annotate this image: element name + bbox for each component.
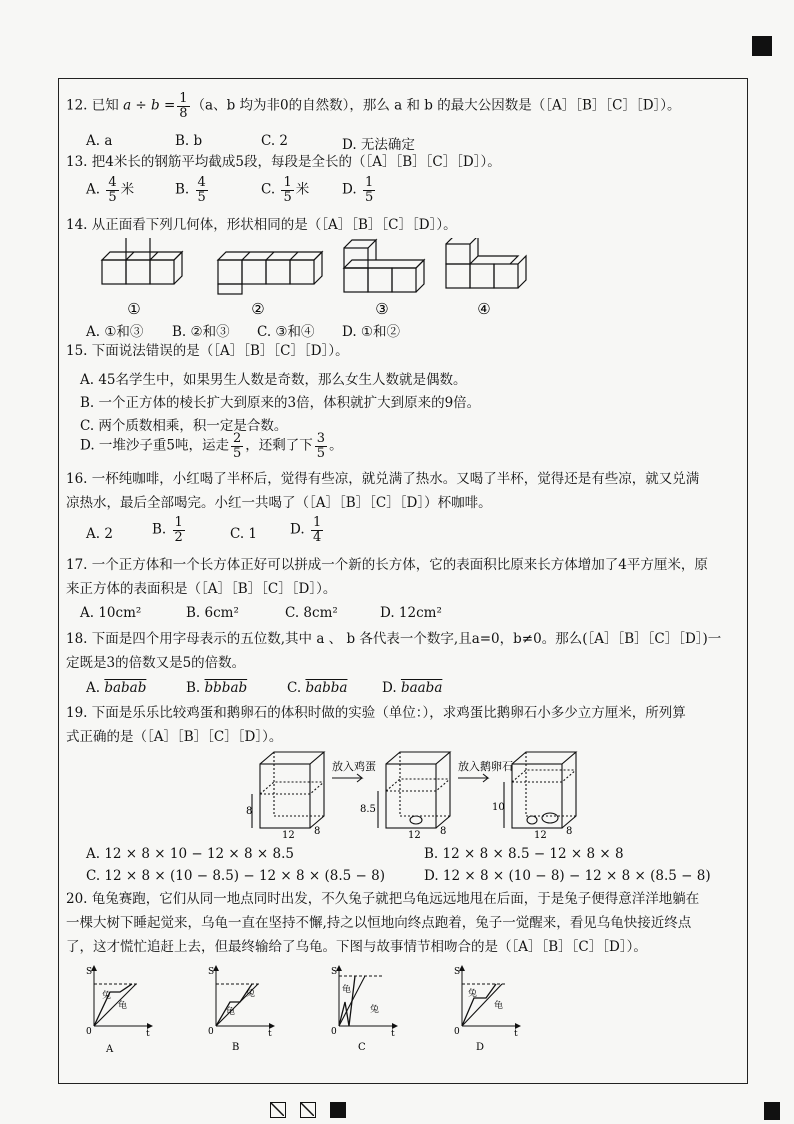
graph-b[interactable] — [216, 968, 272, 1026]
q18-option-a[interactable]: A. babab — [86, 680, 147, 696]
height-3-label: 10 — [492, 802, 505, 813]
q17-option-d[interactable]: D. 12cm² — [380, 605, 442, 621]
graph-a-origin: 0 — [86, 1027, 92, 1037]
q13-option-c[interactable]: C. $\frac{1}{5}$ 米 — [261, 175, 310, 205]
graph-a-label: A — [106, 1044, 114, 1055]
footer-mark-1 — [270, 1102, 286, 1118]
graph-d-origin: 0 — [454, 1027, 460, 1037]
arrow-1-label: 放入鸡蛋 — [332, 760, 376, 773]
graph-c-origin: 0 — [331, 1027, 337, 1037]
graph-c-t-label: t — [391, 1029, 395, 1039]
figure-2 — [218, 252, 322, 294]
question-20-line-2: 一棵大树下睡起觉来，乌龟一直在坚持不懈,持之以恒地向终点跑着，兔子一觉醒来，看见乌龟快接近终点 — [66, 915, 692, 931]
height-1-label: 8 — [246, 806, 253, 817]
question-16-line-2: 凉热水，最后全部喝完。小红一共喝了（［A］［B］［C］［D］）杯咖啡。 — [66, 495, 492, 511]
graph-c[interactable] — [339, 968, 395, 1026]
graph-b-turtle: 龟 — [226, 1007, 236, 1017]
q17-option-c[interactable]: C. 8cm² — [285, 605, 338, 621]
question-19-line-2: 式正确的是（［A］［B］［C］［D］）。 — [66, 729, 283, 745]
graph-b-s-label: S — [208, 967, 215, 977]
q12-option-b[interactable]: B. b — [175, 133, 203, 149]
q12-option-a[interactable]: A. a — [86, 133, 113, 149]
depth-2-label: 8 — [440, 826, 447, 837]
graph-c-s-label: S — [331, 967, 338, 977]
cube-figures — [90, 238, 530, 318]
q15-option-c[interactable]: C. 两个质数相乘，积一定是合数。 — [80, 418, 288, 434]
graph-b-label: B — [232, 1042, 240, 1053]
figure-4-label: ④ — [477, 300, 491, 318]
graph-a-rabbit: 兔 — [102, 991, 112, 1001]
question-16-line-1: 16. 一杯纯咖啡，小红喝了半杯后，觉得有些凉，就兑满了热水。又喝了半杯，觉得还是有些凉，就又兑满 — [66, 471, 700, 487]
graph-b-rabbit: 兔 — [246, 989, 256, 999]
q16-option-c[interactable]: C. 1 — [230, 526, 258, 542]
q13-option-b[interactable]: B. $\frac{4}{5}$ — [175, 175, 206, 205]
q19-option-c[interactable]: C. 12 × 8 × (10 − 8.5) − 12 × 8 × (8.5 − 8) — [86, 868, 385, 884]
race-graphs — [80, 962, 540, 1056]
q16-option-a[interactable]: A. 2 — [86, 526, 113, 542]
footer-mark-2 — [300, 1102, 316, 1118]
question-12: 12. 已知 a ÷ b = $\frac{1}{8}$ （a、b 均为非0的自然数），那么 a 和 b 的最大公因数是（［A］［B］［C］［D］）。 — [66, 91, 681, 121]
arrow-2 — [458, 774, 488, 782]
graph-d-label: D — [476, 1042, 485, 1053]
container-2 — [378, 752, 450, 828]
q14-option-d[interactable]: D. ①和② — [342, 324, 401, 340]
q19-option-a[interactable]: A. 12 × 8 × 10 − 12 × 8 × 8.5 — [86, 846, 294, 862]
q18-option-b[interactable]: B. bbbab — [186, 680, 248, 696]
q14-option-b[interactable]: B. ②和③ — [172, 324, 230, 340]
graph-d-rabbit: 兔 — [468, 989, 478, 999]
question-18-line-2: 定既是3的倍数又是5的倍数。 — [66, 655, 246, 671]
question-17-line-2: 来正方体的表面积是（［A］［B］［C］［D］）。 — [66, 581, 337, 597]
width-3-label: 12 — [534, 830, 547, 840]
figure-3 — [344, 240, 424, 292]
volume-experiment-figure — [240, 748, 580, 840]
question-18-line-1: 18. 下面是四个用字母表示的五位数,其中 a 、 b 各代表一个数字,且a=0，b≠0。那么(［A］［B］［C］［D］)一 — [66, 631, 722, 647]
graph-d-t-label: t — [514, 1029, 518, 1039]
q15-option-b[interactable]: B. 一个正方体的棱长扩大到原来的3倍，体积就扩大到原来的9倍。 — [80, 395, 481, 411]
q19-option-d[interactable]: D. 12 × 8 × (10 − 8) − 12 × 8 × (8.5 − 8) — [424, 868, 711, 884]
question-14: 14. 从正面看下列几何体，形状相同的是（［A］［B］［C］［D］）。 — [66, 217, 457, 233]
figure-3-label: ③ — [375, 300, 389, 318]
q15-option-a[interactable]: A. 45名学生中，如果男生人数是奇数，那么女生人数就是偶数。 — [80, 372, 467, 388]
graph-c-rabbit: 兔 — [370, 1005, 380, 1015]
figure-1-label: ① — [127, 300, 141, 318]
question-20-line-1: 20. 龟兔赛跑，它们从同一地点同时出发，不久兔子就把乌龟远远地甩在后面，于是兔子便得意洋洋地躺在 — [66, 891, 700, 907]
bottom-right-marker — [764, 1102, 780, 1120]
question-17-line-1: 17. 一个正方体和一个长方体正好可以拼成一个新的长方体，它的表面积比原来长方体增加了4平方厘米，原 — [66, 557, 708, 573]
graph-b-origin: 0 — [208, 1027, 214, 1037]
graph-d-turtle: 龟 — [494, 1001, 504, 1011]
depth-3-label: 8 — [566, 826, 573, 837]
q15-option-d[interactable]: D. 一堆沙子重5吨，运走 $\frac{2}{5}$ ，还剩了下 $\frac{3}{5}$ 。 — [80, 431, 343, 461]
graph-a-turtle: 龟 — [118, 1001, 128, 1011]
q14-option-c[interactable]: C. ③和④ — [257, 324, 315, 340]
depth-1-label: 8 — [314, 826, 321, 837]
fraction: $\frac{1}{8}$ — [179, 91, 188, 121]
q16-option-b[interactable]: B. $\frac{1}{2}$ — [152, 515, 183, 545]
graph-a-t-label: t — [146, 1029, 150, 1039]
figure-2-label: ② — [251, 300, 265, 318]
q14-option-a[interactable]: A. ①和③ — [86, 324, 144, 340]
graph-c-turtle: 龟 — [342, 985, 352, 995]
q13-option-d[interactable]: D. $\frac{1}{5}$ — [342, 175, 374, 205]
graph-a-s-label: S — [86, 967, 93, 977]
question-20-line-3: 了，这才慌忙追赶上去，但最终输给了乌龟。下图与故事情节相吻合的是（［A］［B］［C］［D］）。 — [66, 939, 647, 955]
q18-option-d[interactable]: D. baaba — [382, 680, 443, 696]
figure-1 — [102, 238, 182, 284]
q17-option-b[interactable]: B. 6cm² — [186, 605, 239, 621]
height-2-label: 8.5 — [360, 804, 376, 815]
q19-option-b[interactable]: B. 12 × 8 × 8.5 − 12 × 8 × 8 — [424, 846, 624, 862]
q18-option-c[interactable]: C. babba — [287, 680, 348, 696]
graph-d-s-label: S — [454, 967, 461, 977]
q13-option-a[interactable]: A. $\frac{4}{5}$ 米 — [86, 175, 135, 205]
top-right-marker — [752, 36, 772, 56]
arrow-2-label: 放入鹅卵石 — [458, 760, 513, 773]
arrow-1 — [332, 774, 362, 782]
width-1-label: 12 — [282, 830, 295, 840]
graph-b-t-label: t — [268, 1029, 272, 1039]
footer-mark-3 — [330, 1102, 346, 1118]
graph-c-label: C — [358, 1042, 366, 1053]
figure-4 — [446, 238, 526, 288]
container-3 — [504, 752, 576, 828]
q17-option-a[interactable]: A. 10cm² — [80, 605, 142, 621]
question-15: 15. 下面说法错误的是（［A］［B］［C］［D］）。 — [66, 343, 349, 359]
q12-option-c[interactable]: C. 2 — [261, 133, 289, 149]
width-2-label: 12 — [408, 830, 421, 840]
question-19-line-1: 19. 下面是乐乐比较鸡蛋和鹅卵石的体积时做的实验（单位：），求鸡蛋比鹅卵石小多少立方厘米，所列算 — [66, 705, 686, 721]
q16-option-d[interactable]: D. $\frac{1}{4}$ — [290, 515, 322, 545]
container-1 — [252, 752, 324, 828]
q12-option-d[interactable]: D. 无法确定 — [342, 137, 415, 153]
question-13: 13. 把4米长的钢筋平均截成5段，每段是全长的（［A］［B］［C］［D］）。 — [66, 154, 501, 170]
